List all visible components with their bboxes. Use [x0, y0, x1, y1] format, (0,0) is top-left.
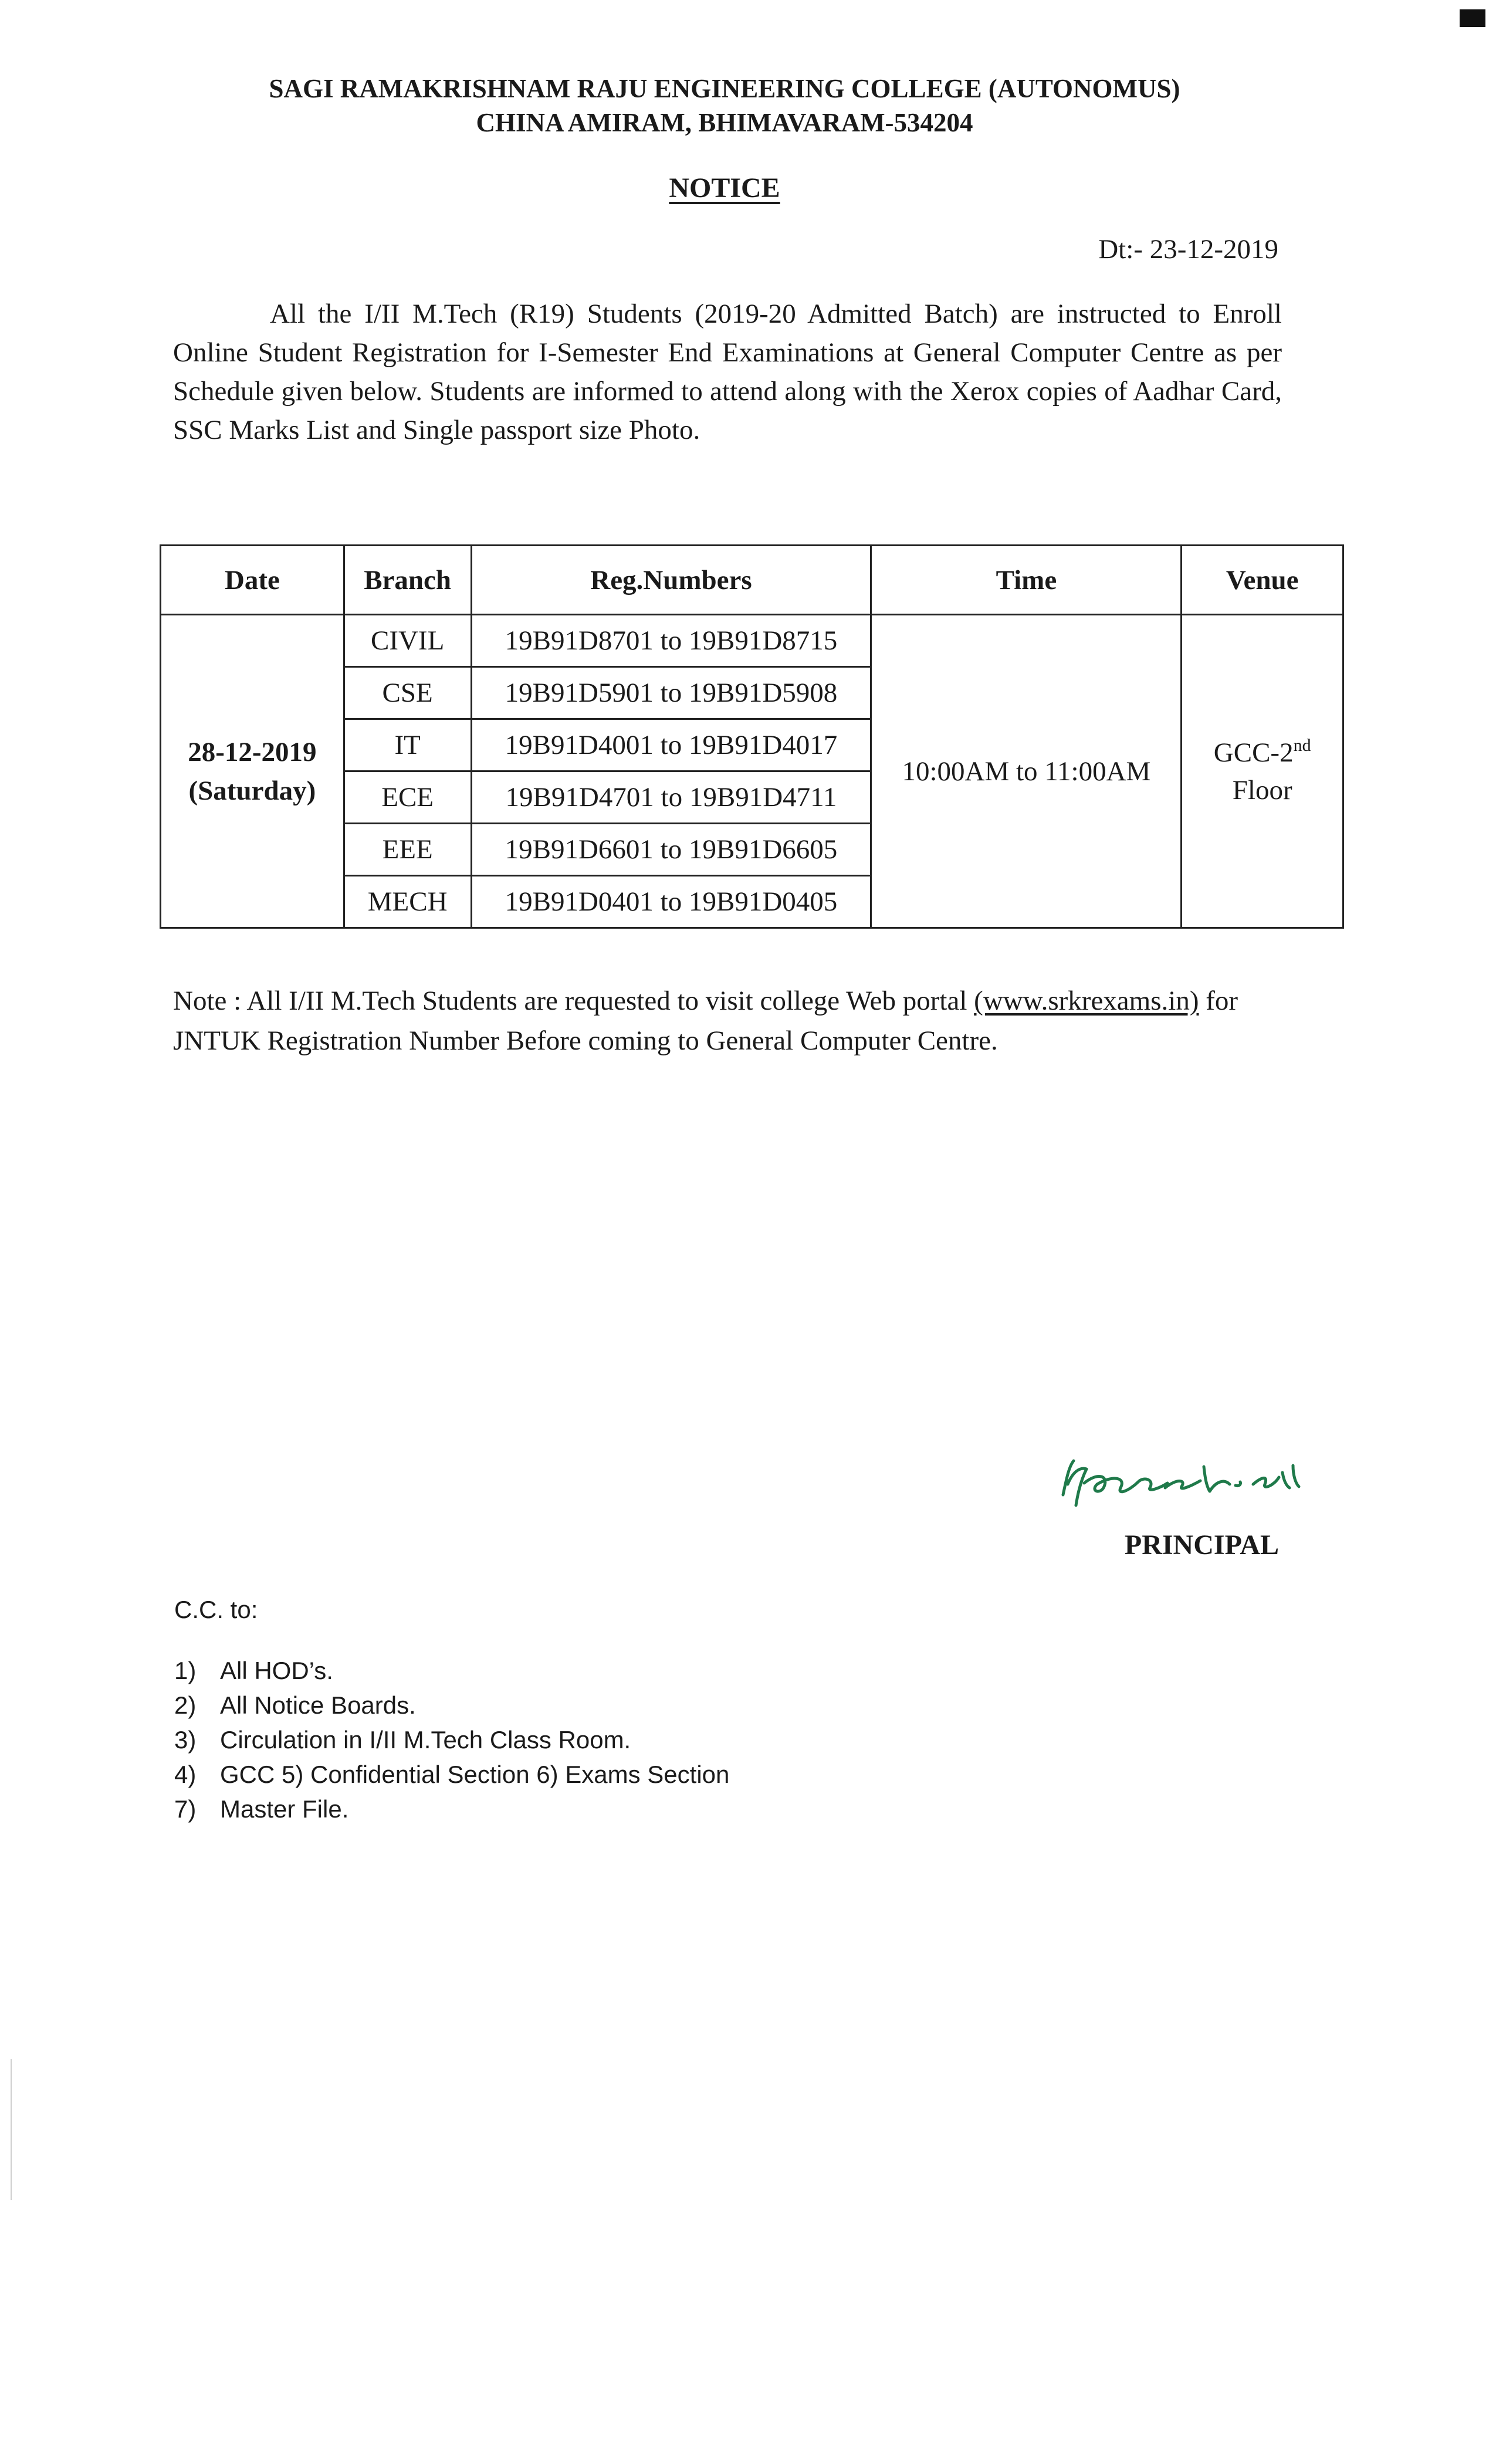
notice-body: All the I/II M.Tech (R19) Students (2019-20 Admitted Batch) are instructed to Enroll Online Student Registration for I-Semester End Examinations at General Computer Centre as per Schedule given below. Students are informed to attend along with the Xerox copies of Aadhar Card, SSC Marks List and Single passport size Photo. — [173, 299, 1282, 445]
list-item-text: GCC 5) Confidential Section 6) Exams Section — [220, 1761, 730, 1788]
branch-cell: EEE — [344, 824, 471, 876]
list-item-number: 3) — [174, 1726, 197, 1754]
header-venue: Venue — [1182, 546, 1343, 615]
header-reg-numbers: Reg.Numbers — [471, 546, 871, 615]
venue-ordinal: nd — [1293, 735, 1311, 755]
principal-title: PRINCIPAL — [1124, 1529, 1279, 1561]
college-address: CHINA AMIRAM, BHIMAVARAM-534204 — [476, 108, 973, 137]
list-item-text: Master File. — [220, 1795, 349, 1823]
cc-label: C.C. to: — [174, 1596, 258, 1623]
reg-range-cell: 19B91D4701 to 19B91D4711 — [471, 771, 871, 824]
scan-corner-mark — [1460, 9, 1485, 27]
reg-range-cell: 19B91D0401 to 19B91D0405 — [471, 876, 871, 928]
venue-name: GCC-2 — [1213, 737, 1294, 768]
note-suffix: for JNTUK Registration Number Before coming to General Computer Centre. — [173, 986, 1238, 1056]
notice-date: Dt:- 23-12-2019 — [1098, 234, 1278, 265]
note-prefix: Note : All I/II M.Tech Students are requested to visit college Web portal — [173, 986, 974, 1016]
branch-cell: CIVIL — [344, 615, 471, 667]
table-header-row — [161, 546, 1343, 615]
exam-date-cell — [161, 615, 344, 928]
list-item-text: All HOD’s. — [220, 1657, 333, 1684]
reg-range-cell: 19B91D5901 to 19B91D5908 — [471, 667, 871, 719]
table-row — [161, 615, 1343, 667]
cc-list — [174, 1653, 729, 1826]
reg-range-cell: 19B91D4001 to 19B91D4017 — [471, 719, 871, 771]
branch-cell: ECE — [344, 771, 471, 824]
list-item — [174, 1688, 729, 1722]
header-date: Date — [161, 546, 344, 615]
list-item-text: Circulation in I/II M.Tech Class Room. — [220, 1726, 631, 1754]
exam-day: (Saturday) — [188, 775, 316, 806]
reg-range-cell: 19B91D6601 to 19B91D6605 — [471, 824, 871, 876]
venue-cell — [1182, 615, 1343, 928]
principal-signature — [1056, 1449, 1326, 1514]
exam-date: 28-12-2019 — [188, 736, 317, 767]
list-item-number: 2) — [174, 1691, 197, 1719]
scan-edge-line — [11, 2059, 12, 2200]
list-item-number: 1) — [174, 1657, 197, 1684]
list-item-text: All Notice Boards. — [220, 1691, 416, 1719]
exam-portal-link[interactable]: (www.srkrexams.in) — [974, 986, 1199, 1016]
header-branch: Branch — [344, 546, 471, 615]
notice-title: NOTICE — [669, 172, 780, 204]
college-header — [0, 72, 1449, 140]
branch-cell: MECH — [344, 876, 471, 928]
branch-cell: IT — [344, 719, 471, 771]
branch-cell: CSE — [344, 667, 471, 719]
reg-range-cell: 19B91D8701 to 19B91D8715 — [471, 615, 871, 667]
list-item-number: 4) — [174, 1761, 197, 1788]
list-item — [174, 1757, 729, 1792]
list-item — [174, 1722, 729, 1757]
list-item — [174, 1792, 729, 1826]
note-paragraph — [173, 981, 1317, 1061]
list-item — [174, 1653, 729, 1688]
schedule-table — [160, 544, 1344, 929]
college-name: SAGI RAMAKRISHNAM RAJU ENGINEERING COLLEGE (AUTONOMUS) — [269, 74, 1180, 103]
venue-floor: Floor — [1232, 774, 1292, 805]
list-item-number: 7) — [174, 1795, 197, 1823]
header-time: Time — [871, 546, 1182, 615]
exam-time-cell: 10:00AM to 11:00AM — [871, 615, 1182, 928]
